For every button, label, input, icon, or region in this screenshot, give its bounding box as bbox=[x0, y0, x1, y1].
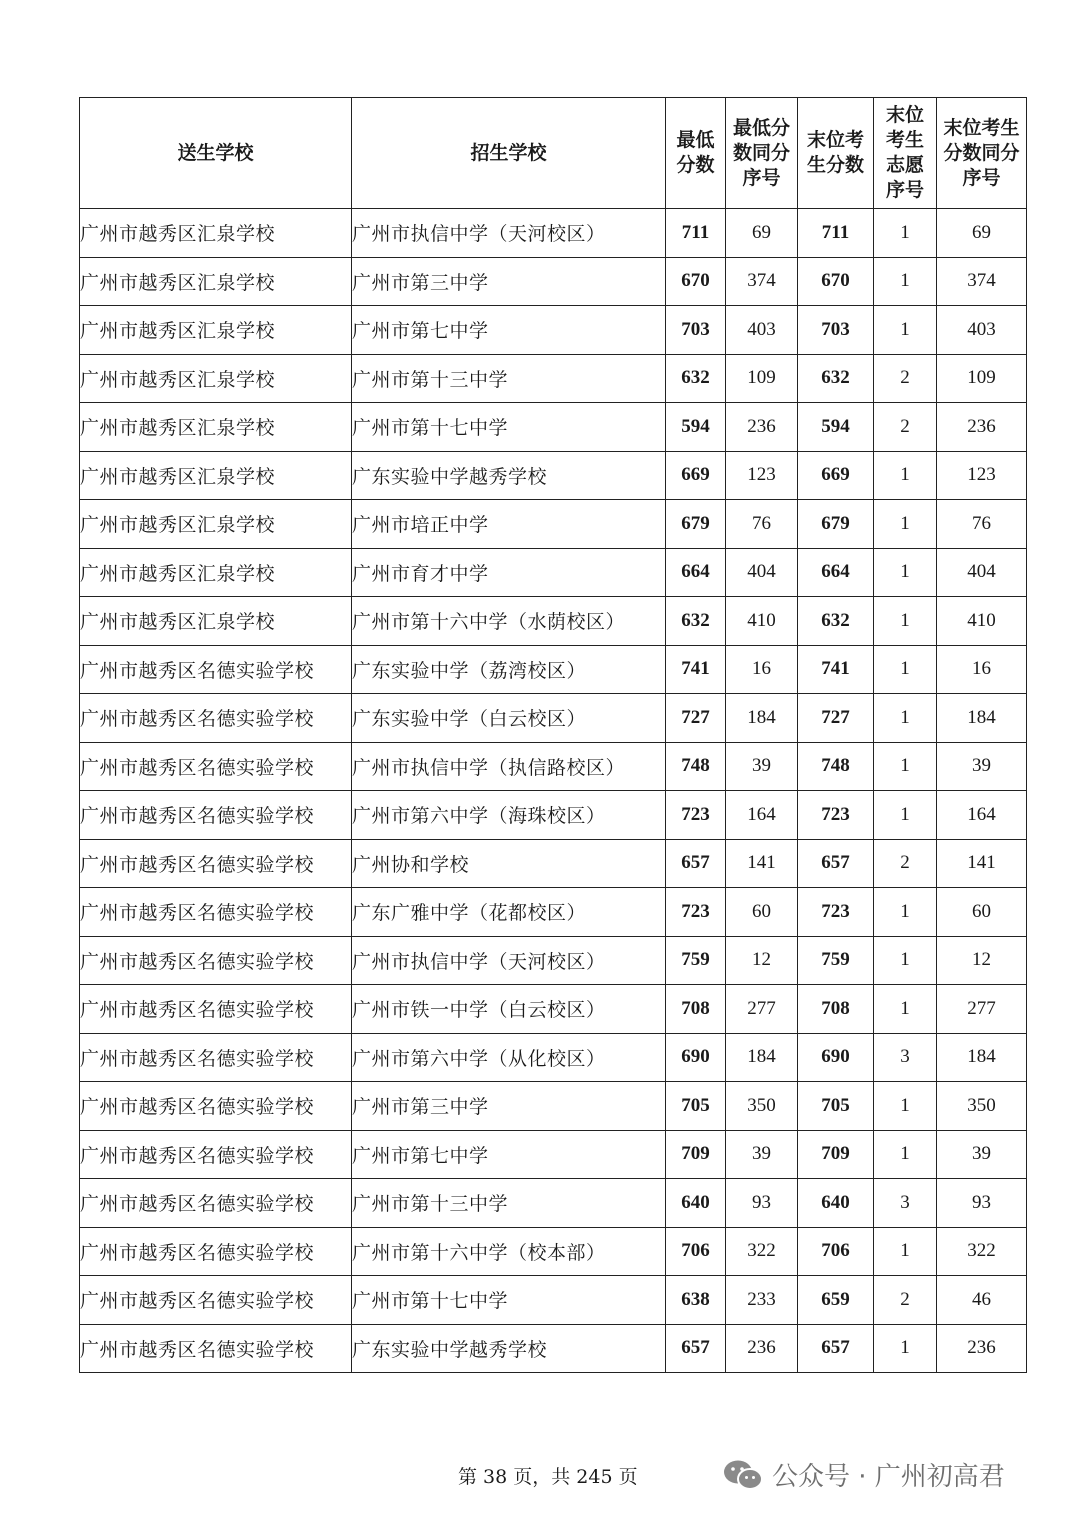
cell-last-student-tie-rank: 16 bbox=[937, 645, 1027, 694]
cell-last-student-score: 748 bbox=[798, 742, 874, 791]
cell-min-score-tie-rank: 69 bbox=[726, 209, 798, 258]
table-row bbox=[80, 791, 1027, 840]
cell-min-score: 657 bbox=[666, 1324, 726, 1373]
cell-last-student-score: 709 bbox=[798, 1130, 874, 1179]
cell-min-score: 657 bbox=[666, 839, 726, 888]
cell-min-score: 748 bbox=[666, 742, 726, 791]
cell-last-student-score: 727 bbox=[798, 694, 874, 743]
cell-min-score: 594 bbox=[666, 403, 726, 452]
cell-last-student-score: 708 bbox=[798, 985, 874, 1034]
cell-last-student-score: 632 bbox=[798, 354, 874, 403]
cell-min-score: 690 bbox=[666, 1033, 726, 1082]
cell-last-student-choice-rank: 2 bbox=[874, 354, 937, 403]
table-row bbox=[80, 548, 1027, 597]
page-number: 第 38 页，共 245 页 bbox=[458, 1466, 638, 1488]
table-header bbox=[80, 98, 1027, 209]
table-row bbox=[80, 936, 1027, 985]
table-row bbox=[80, 645, 1027, 694]
cell-sending-school: 广州市越秀区名德实验学校 bbox=[80, 1179, 352, 1228]
cell-last-student-tie-rank: 46 bbox=[937, 1276, 1027, 1325]
cell-sending-school: 广州市越秀区名德实验学校 bbox=[80, 1227, 352, 1276]
cell-last-student-tie-rank: 404 bbox=[937, 548, 1027, 597]
watermark bbox=[722, 1456, 1005, 1493]
cell-last-student-tie-rank: 410 bbox=[937, 597, 1027, 646]
cell-last-student-tie-rank: 164 bbox=[937, 791, 1027, 840]
cell-sending-school: 广州市越秀区汇泉学校 bbox=[80, 257, 352, 306]
cell-admitting-school: 广州市第十六中学（校本部） bbox=[352, 1227, 666, 1276]
cell-admitting-school: 广州市第三中学 bbox=[352, 257, 666, 306]
cell-last-student-choice-rank: 1 bbox=[874, 645, 937, 694]
header-sending-school: 送生学校 bbox=[80, 98, 352, 209]
cell-min-score: 670 bbox=[666, 257, 726, 306]
cell-last-student-tie-rank: 236 bbox=[937, 1324, 1027, 1373]
cell-min-score-tie-rank: 184 bbox=[726, 1033, 798, 1082]
header-admitting-school: 招生学校 bbox=[352, 98, 666, 209]
cell-sending-school: 广州市越秀区汇泉学校 bbox=[80, 597, 352, 646]
cell-last-student-score: 659 bbox=[798, 1276, 874, 1325]
cell-sending-school: 广州市越秀区名德实验学校 bbox=[80, 645, 352, 694]
table-row bbox=[80, 257, 1027, 306]
cell-min-score-tie-rank: 350 bbox=[726, 1082, 798, 1131]
cell-min-score-tie-rank: 39 bbox=[726, 1130, 798, 1179]
cell-min-score-tie-rank: 164 bbox=[726, 791, 798, 840]
cell-last-student-score: 723 bbox=[798, 791, 874, 840]
cell-min-score: 741 bbox=[666, 645, 726, 694]
cell-admitting-school: 广州协和学校 bbox=[352, 839, 666, 888]
cell-last-student-tie-rank: 123 bbox=[937, 451, 1027, 500]
cell-min-score-tie-rank: 93 bbox=[726, 1179, 798, 1228]
cell-sending-school: 广州市越秀区名德实验学校 bbox=[80, 742, 352, 791]
cell-last-student-choice-rank: 1 bbox=[874, 694, 937, 743]
cell-last-student-tie-rank: 12 bbox=[937, 936, 1027, 985]
cell-last-student-tie-rank: 109 bbox=[937, 354, 1027, 403]
cell-min-score: 664 bbox=[666, 548, 726, 597]
cell-admitting-school: 广东实验中学越秀学校 bbox=[352, 451, 666, 500]
page-footer bbox=[0, 1462, 1080, 1492]
cell-last-student-score: 705 bbox=[798, 1082, 874, 1131]
cell-admitting-school: 广州市第六中学（海珠校区） bbox=[352, 791, 666, 840]
cell-last-student-choice-rank: 1 bbox=[874, 888, 937, 937]
cell-min-score-tie-rank: 236 bbox=[726, 1324, 798, 1373]
cell-sending-school: 广州市越秀区名德实验学校 bbox=[80, 1276, 352, 1325]
cell-last-student-score: 703 bbox=[798, 306, 874, 355]
cell-sending-school: 广州市越秀区汇泉学校 bbox=[80, 306, 352, 355]
cell-last-student-choice-rank: 1 bbox=[874, 548, 937, 597]
cell-sending-school: 广州市越秀区汇泉学校 bbox=[80, 403, 352, 452]
cell-last-student-choice-rank: 1 bbox=[874, 451, 937, 500]
cell-last-student-choice-rank: 1 bbox=[874, 597, 937, 646]
cell-admitting-school: 广州市第十七中学 bbox=[352, 1276, 666, 1325]
cell-admitting-school: 广州市第十七中学 bbox=[352, 403, 666, 452]
cell-last-student-choice-rank: 1 bbox=[874, 1324, 937, 1373]
cell-min-score: 709 bbox=[666, 1130, 726, 1179]
cell-admitting-school: 广州市执信中学（天河校区） bbox=[352, 209, 666, 258]
cell-last-student-score: 711 bbox=[798, 209, 874, 258]
table-row bbox=[80, 451, 1027, 500]
cell-last-student-choice-rank: 1 bbox=[874, 257, 937, 306]
cell-min-score-tie-rank: 76 bbox=[726, 500, 798, 549]
cell-min-score: 669 bbox=[666, 451, 726, 500]
cell-admitting-school: 广东实验中学（白云校区） bbox=[352, 694, 666, 743]
cell-sending-school: 广州市越秀区汇泉学校 bbox=[80, 500, 352, 549]
cell-last-student-tie-rank: 403 bbox=[937, 306, 1027, 355]
cell-admitting-school: 广东实验中学（荔湾校区） bbox=[352, 645, 666, 694]
cell-min-score-tie-rank: 109 bbox=[726, 354, 798, 403]
cell-min-score: 711 bbox=[666, 209, 726, 258]
cell-min-score-tie-rank: 60 bbox=[726, 888, 798, 937]
cell-min-score-tie-rank: 233 bbox=[726, 1276, 798, 1325]
cell-last-student-choice-rank: 1 bbox=[874, 1082, 937, 1131]
cell-admitting-school: 广州市执信中学（天河校区） bbox=[352, 936, 666, 985]
header-min-score-tie-rank: 最低分数同分序号 bbox=[726, 98, 798, 209]
cell-min-score-tie-rank: 236 bbox=[726, 403, 798, 452]
cell-last-student-score: 690 bbox=[798, 1033, 874, 1082]
cell-min-score: 703 bbox=[666, 306, 726, 355]
cell-min-score-tie-rank: 141 bbox=[726, 839, 798, 888]
table-row bbox=[80, 1179, 1027, 1228]
cell-admitting-school: 广州市第六中学（从化校区） bbox=[352, 1033, 666, 1082]
cell-min-score: 723 bbox=[666, 791, 726, 840]
cell-min-score-tie-rank: 39 bbox=[726, 742, 798, 791]
cell-last-student-score: 664 bbox=[798, 548, 874, 597]
cell-last-student-tie-rank: 236 bbox=[937, 403, 1027, 452]
cell-last-student-choice-rank: 1 bbox=[874, 209, 937, 258]
cell-sending-school: 广州市越秀区汇泉学校 bbox=[80, 548, 352, 597]
cell-min-score: 705 bbox=[666, 1082, 726, 1131]
cell-min-score-tie-rank: 12 bbox=[726, 936, 798, 985]
cell-last-student-choice-rank: 1 bbox=[874, 742, 937, 791]
cell-min-score: 679 bbox=[666, 500, 726, 549]
cell-sending-school: 广州市越秀区名德实验学校 bbox=[80, 985, 352, 1034]
table-row bbox=[80, 742, 1027, 791]
cell-last-student-tie-rank: 39 bbox=[937, 742, 1027, 791]
cell-min-score: 727 bbox=[666, 694, 726, 743]
header-last-student-tie-rank: 末位考生分数同分序号 bbox=[937, 98, 1027, 209]
cell-last-student-choice-rank: 1 bbox=[874, 791, 937, 840]
cell-admitting-school: 广州市第七中学 bbox=[352, 306, 666, 355]
cell-sending-school: 广州市越秀区名德实验学校 bbox=[80, 1324, 352, 1373]
cell-last-student-score: 640 bbox=[798, 1179, 874, 1228]
cell-min-score-tie-rank: 404 bbox=[726, 548, 798, 597]
header-row bbox=[80, 98, 1027, 209]
cell-sending-school: 广州市越秀区名德实验学校 bbox=[80, 888, 352, 937]
cell-sending-school: 广州市越秀区汇泉学校 bbox=[80, 209, 352, 258]
cell-min-score: 723 bbox=[666, 888, 726, 937]
cell-admitting-school: 广州市育才中学 bbox=[352, 548, 666, 597]
header-min-score: 最低分数 bbox=[666, 98, 726, 209]
cell-min-score: 640 bbox=[666, 1179, 726, 1228]
cell-sending-school: 广州市越秀区名德实验学校 bbox=[80, 936, 352, 985]
cell-sending-school: 广州市越秀区名德实验学校 bbox=[80, 839, 352, 888]
cell-last-student-choice-rank: 2 bbox=[874, 1276, 937, 1325]
cell-sending-school: 广州市越秀区名德实验学校 bbox=[80, 1130, 352, 1179]
cell-min-score-tie-rank: 277 bbox=[726, 985, 798, 1034]
cell-last-student-score: 632 bbox=[798, 597, 874, 646]
cell-min-score: 759 bbox=[666, 936, 726, 985]
table-row bbox=[80, 694, 1027, 743]
cell-admitting-school: 广东实验中学越秀学校 bbox=[352, 1324, 666, 1373]
cell-last-student-choice-rank: 2 bbox=[874, 839, 937, 888]
cell-last-student-tie-rank: 39 bbox=[937, 1130, 1027, 1179]
cell-last-student-tie-rank: 184 bbox=[937, 1033, 1027, 1082]
cell-sending-school: 广州市越秀区汇泉学校 bbox=[80, 451, 352, 500]
table-row bbox=[80, 888, 1027, 937]
cell-min-score-tie-rank: 322 bbox=[726, 1227, 798, 1276]
cell-last-student-tie-rank: 184 bbox=[937, 694, 1027, 743]
table-row bbox=[80, 209, 1027, 258]
cell-admitting-school: 广州市第十三中学 bbox=[352, 354, 666, 403]
cell-sending-school: 广州市越秀区名德实验学校 bbox=[80, 694, 352, 743]
cell-admitting-school: 广州市第三中学 bbox=[352, 1082, 666, 1131]
cell-sending-school: 广州市越秀区名德实验学校 bbox=[80, 791, 352, 840]
cell-last-student-choice-rank: 3 bbox=[874, 1179, 937, 1228]
cell-min-score-tie-rank: 16 bbox=[726, 645, 798, 694]
cell-last-student-score: 741 bbox=[798, 645, 874, 694]
table-row bbox=[80, 1227, 1027, 1276]
cell-admitting-school: 广州市铁一中学（白云校区） bbox=[352, 985, 666, 1034]
table-row bbox=[80, 403, 1027, 452]
table-row bbox=[80, 1082, 1027, 1131]
cell-min-score: 632 bbox=[666, 597, 726, 646]
cell-last-student-score: 706 bbox=[798, 1227, 874, 1276]
cell-min-score-tie-rank: 374 bbox=[726, 257, 798, 306]
cell-min-score: 706 bbox=[666, 1227, 726, 1276]
cell-last-student-choice-rank: 1 bbox=[874, 1227, 937, 1276]
cell-last-student-tie-rank: 374 bbox=[937, 257, 1027, 306]
cell-min-score: 638 bbox=[666, 1276, 726, 1325]
cell-admitting-school: 广州市第十三中学 bbox=[352, 1179, 666, 1228]
cell-sending-school: 广州市越秀区汇泉学校 bbox=[80, 354, 352, 403]
cell-last-student-tie-rank: 277 bbox=[937, 985, 1027, 1034]
cell-min-score-tie-rank: 403 bbox=[726, 306, 798, 355]
cell-sending-school: 广州市越秀区名德实验学校 bbox=[80, 1082, 352, 1131]
wechat-icon bbox=[722, 1458, 764, 1492]
table-row bbox=[80, 1033, 1027, 1082]
cell-last-student-choice-rank: 3 bbox=[874, 1033, 937, 1082]
cell-last-student-choice-rank: 2 bbox=[874, 403, 937, 452]
cell-last-student-tie-rank: 93 bbox=[937, 1179, 1027, 1228]
table-row bbox=[80, 1324, 1027, 1373]
cell-admitting-school: 广州市第十六中学（水荫校区） bbox=[352, 597, 666, 646]
cell-admitting-school: 广州市执信中学（执信路校区） bbox=[352, 742, 666, 791]
table-row bbox=[80, 306, 1027, 355]
admission-table bbox=[79, 97, 1027, 1373]
table-body bbox=[80, 209, 1027, 1373]
table-row bbox=[80, 500, 1027, 549]
cell-last-student-choice-rank: 1 bbox=[874, 936, 937, 985]
cell-last-student-tie-rank: 76 bbox=[937, 500, 1027, 549]
cell-last-student-score: 723 bbox=[798, 888, 874, 937]
cell-min-score: 632 bbox=[666, 354, 726, 403]
cell-last-student-score: 679 bbox=[798, 500, 874, 549]
cell-last-student-tie-rank: 322 bbox=[937, 1227, 1027, 1276]
cell-last-student-score: 657 bbox=[798, 839, 874, 888]
cell-last-student-choice-rank: 1 bbox=[874, 500, 937, 549]
cell-sending-school: 广州市越秀区名德实验学校 bbox=[80, 1033, 352, 1082]
cell-admitting-school: 广州市第七中学 bbox=[352, 1130, 666, 1179]
cell-last-student-choice-rank: 1 bbox=[874, 1130, 937, 1179]
header-last-student-choice-rank: 末位考生志愿序号 bbox=[874, 98, 937, 209]
table-row bbox=[80, 1276, 1027, 1325]
table-row bbox=[80, 839, 1027, 888]
table-row bbox=[80, 985, 1027, 1034]
cell-last-student-score: 759 bbox=[798, 936, 874, 985]
table-row bbox=[80, 354, 1027, 403]
cell-min-score: 708 bbox=[666, 985, 726, 1034]
cell-last-student-choice-rank: 1 bbox=[874, 985, 937, 1034]
header-last-student-score: 末位考生分数 bbox=[798, 98, 874, 209]
cell-min-score-tie-rank: 123 bbox=[726, 451, 798, 500]
cell-last-student-score: 594 bbox=[798, 403, 874, 452]
cell-admitting-school: 广州市培正中学 bbox=[352, 500, 666, 549]
cell-last-student-score: 657 bbox=[798, 1324, 874, 1373]
cell-last-student-choice-rank: 1 bbox=[874, 306, 937, 355]
cell-admitting-school: 广东广雅中学（花都校区） bbox=[352, 888, 666, 937]
cell-last-student-tie-rank: 350 bbox=[937, 1082, 1027, 1131]
watermark-text: 公众号 · 广州初高君 bbox=[772, 1462, 1005, 1492]
cell-last-student-score: 669 bbox=[798, 451, 874, 500]
cell-min-score-tie-rank: 184 bbox=[726, 694, 798, 743]
table-row bbox=[80, 1130, 1027, 1179]
cell-last-student-tie-rank: 69 bbox=[937, 209, 1027, 258]
cell-last-student-score: 670 bbox=[798, 257, 874, 306]
cell-min-score-tie-rank: 410 bbox=[726, 597, 798, 646]
cell-last-student-tie-rank: 141 bbox=[937, 839, 1027, 888]
table-row bbox=[80, 597, 1027, 646]
cell-last-student-tie-rank: 60 bbox=[937, 888, 1027, 937]
